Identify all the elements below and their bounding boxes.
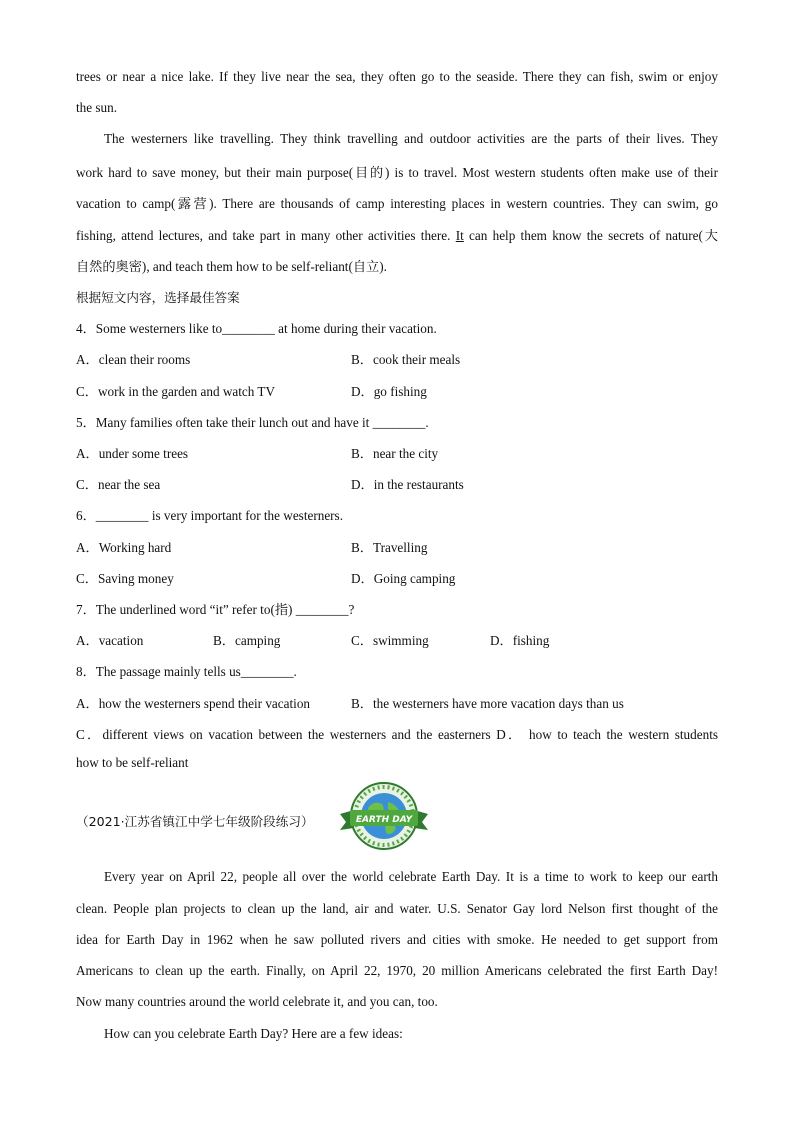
option-b: B．the westerners have more vacation days than us [351, 696, 624, 711]
passage1-line: vacation to camp(露营). There are thousands of camp interesting places in western countries. They can swim, go [76, 196, 718, 211]
question-stem: 8．The passage mainly tells us________. [76, 664, 297, 679]
passage1-line [76, 225, 718, 244]
question-stem: 7．The underlined word “it” refer to(指) ________? [76, 602, 355, 617]
option-d: D．Going camping [351, 571, 456, 586]
underlined-word-it: It [455, 228, 464, 243]
option-c: C．work in the garden and watch TV [76, 384, 275, 399]
passage2-line: How can you celebrate Earth Day? Here are a few ideas: [104, 1026, 403, 1041]
option-a: A．vacation [76, 633, 144, 648]
passage2-line: idea for Earth Day in 1962 when he saw polluted rivers and cities with smoke. He needed to get support from [76, 932, 718, 947]
question-stem: 5．Many families often take their lunch out and have it ________. [76, 415, 429, 430]
earth-day-badge [326, 780, 442, 854]
passage2-line: Americans to clean up the earth. Finally, on April 22, 1970, 20 million Americans celebrated the first Earth Day! [76, 963, 718, 978]
passage1-line: The westerners like travelling. They think travelling and outdoor activities are the parts of their lives. They [104, 131, 718, 146]
option-c-and-d: C．different views on vacation between the westerners and the easterners D． how to teach the western students [76, 727, 718, 742]
option-a: A．how the westerners spend their vacation [76, 696, 311, 711]
passage2-line: Every year on April 22, people all over the world celebrate Earth Day. It is a time to work to keep our earth [104, 869, 718, 884]
question-stem: 6．________ is very important for the westerners. [76, 508, 343, 523]
option-c: C．near the sea [76, 477, 161, 492]
option-a: A．under some trees [76, 446, 189, 461]
passage1-line: the sun. [76, 100, 118, 115]
option-b: B．cook their meals [351, 352, 461, 367]
text-run: fishing, attend lectures, and take part in many other activities there. [76, 228, 456, 243]
passage1-line: 自然的奥密), and teach them how to be self-reliant(自立). [76, 259, 387, 274]
option-d: D．in the restaurants [351, 477, 464, 492]
badge-text: EARTH DAY [355, 815, 413, 825]
option-b: B．near the city [351, 446, 439, 461]
option-d: D．fishing [490, 633, 550, 648]
passage2-line: clean. People plan projects to clean up the land, air and water. U.S. Senator Gay lord Nelson first thought of the [76, 901, 718, 916]
question-stem: 4．Some westerners like to________ at home during their vacation. [76, 321, 437, 336]
text-run: can help them know the secrets of nature(大 [463, 228, 718, 243]
option-d: D．go fishing [351, 384, 427, 399]
option-d-continued: how to be self-reliant [76, 755, 189, 770]
instruction-heading: 根据短文内容，选择最佳答案 [76, 290, 240, 305]
passage2-line: Now many countries around the world celebrate it, and you can, too. [76, 994, 438, 1009]
option-a: A．clean their rooms [76, 352, 191, 367]
passage1-line: trees or near a nice lake. If they live near the sea, they often go to the seaside. There they can fish, swim or enjoy [76, 69, 718, 84]
passage1-line: work hard to save money, but their main purpose(目的) is to travel. Most western students often make use of their [76, 165, 718, 180]
source-label: （2021·江苏省镇江中学七年级阶段练习） [76, 814, 314, 829]
option-c: C．swimming [351, 633, 429, 648]
option-a: A．Working hard [76, 540, 172, 555]
option-c: C．Saving money [76, 571, 174, 586]
option-b: B．camping [213, 633, 281, 648]
option-b: B．Travelling [351, 540, 428, 555]
